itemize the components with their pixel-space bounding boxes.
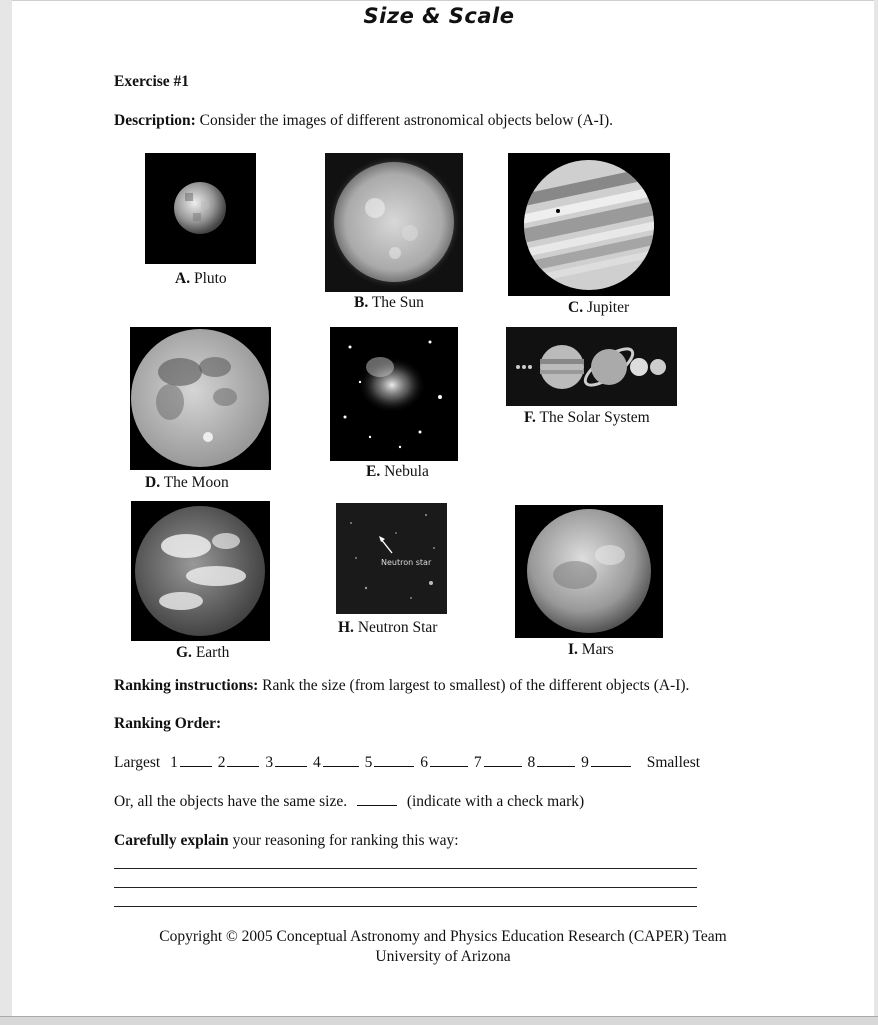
- rank-blank-6[interactable]: [430, 765, 468, 767]
- ranking-row: Largest 1 2 3 4 5 6 7 8 9 Smallest: [114, 754, 701, 771]
- university-line: University of Arizona: [375, 948, 511, 965]
- largest-label: Largest: [114, 754, 161, 771]
- caption-sun: B. The Sun: [354, 294, 424, 311]
- solar-system-image: [506, 327, 677, 406]
- same-size-blank[interactable]: [357, 804, 397, 806]
- explain-prompt: Carefully explain your reasoning for ranking this way:: [114, 832, 459, 849]
- caption-solar-system: F. The Solar System: [524, 409, 650, 426]
- caption-neutron-star: H. Neutron Star: [338, 619, 438, 636]
- rank-blank-8[interactable]: [537, 765, 575, 767]
- jupiter-image: [508, 153, 670, 296]
- neutron-star-image: [336, 503, 447, 614]
- sun-image: [325, 153, 463, 292]
- caption-jupiter: C. Jupiter: [568, 299, 630, 316]
- answer-line-1[interactable]: [114, 868, 697, 869]
- ranking-instructions-text: Rank the size (from largest to smallest) of the different objects (A-I).: [262, 677, 690, 694]
- page-title: Size & Scale: [363, 4, 515, 28]
- answer-line-2[interactable]: [114, 887, 697, 888]
- rank-blank-1[interactable]: [180, 765, 212, 767]
- caption-nebula: E. Nebula: [366, 463, 429, 480]
- rank-blank-4[interactable]: [323, 765, 359, 767]
- description-text: Consider the images of different astronomical objects below (A-I).: [199, 112, 614, 129]
- same-size-row: Or, all the objects have the same size. (indicate with a check mark): [114, 793, 585, 810]
- rank-blank-2[interactable]: [227, 765, 259, 767]
- copyright-line: Copyright © 2005 Conceptual Astronomy and Physics Education Research (CAPER) Team: [159, 928, 727, 945]
- caption-moon: D. The Moon: [145, 474, 229, 491]
- description: [114, 112, 613, 130]
- smallest-label: Smallest: [646, 754, 701, 771]
- rank-blank-5[interactable]: [374, 765, 414, 767]
- caption-mars: I. Mars: [568, 641, 614, 658]
- ranking-instructions: [114, 677, 689, 695]
- rank-blank-7[interactable]: [484, 765, 522, 767]
- answer-line-3[interactable]: [114, 906, 697, 907]
- footer: [12, 927, 874, 967]
- earth-image: [131, 501, 270, 641]
- mars-image: [515, 505, 663, 638]
- neutron-star-label: Neutron star: [381, 558, 432, 567]
- rank-blank-9[interactable]: [591, 765, 631, 767]
- moon-image: [130, 327, 271, 470]
- pluto-image: [145, 153, 256, 264]
- nebula-image: [330, 327, 458, 461]
- caption-earth: G. Earth: [176, 644, 230, 661]
- caption-pluto: A. Pluto: [175, 270, 227, 287]
- ranking-order-label: Ranking Order:: [114, 715, 222, 732]
- exercise-heading: Exercise #1: [114, 73, 190, 90]
- ranking-instructions-label: Ranking instructions:: [114, 677, 259, 694]
- description-label: Description:: [114, 112, 196, 129]
- rank-blank-3[interactable]: [275, 765, 307, 767]
